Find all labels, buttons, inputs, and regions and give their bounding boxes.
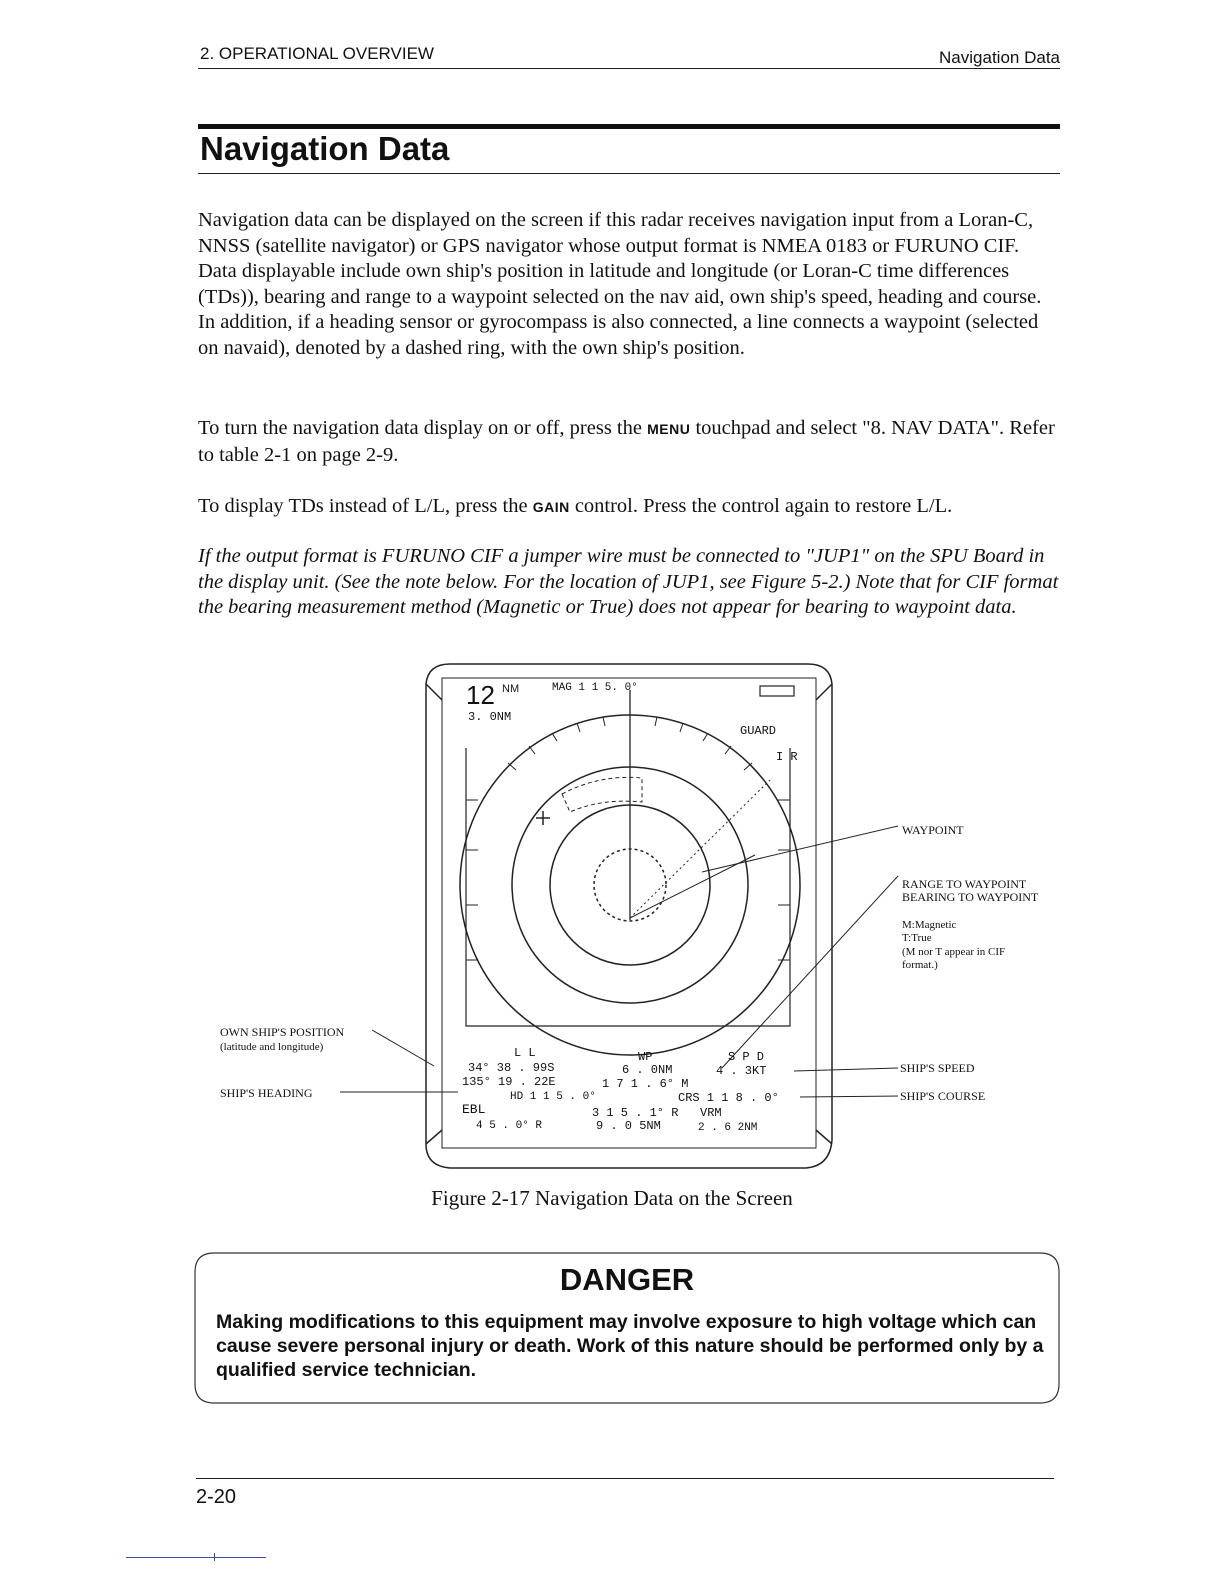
ir-label: I R — [776, 750, 798, 764]
figure-caption: Figure 2-17 Navigation Data on the Screen — [431, 1186, 793, 1210]
cursor-bearing: 3 1 5 . 1° R — [592, 1106, 679, 1120]
leader-own-position — [372, 1030, 434, 1066]
guard-label: GUARD — [740, 724, 777, 738]
spd-value: 4 . 3KT — [716, 1064, 767, 1078]
range-value: 12 — [466, 680, 495, 710]
spd-label: S P D — [728, 1050, 765, 1064]
leader-range-bearing — [722, 876, 898, 1068]
callout-own-position: OWN SHIP'S POSITION — [220, 1025, 345, 1039]
leader-waypoint — [702, 826, 898, 872]
waypoint-line — [630, 780, 770, 918]
page-title: Navigation Data — [200, 130, 450, 167]
vrm-value: 2 . 6 2NM — [698, 1122, 758, 1134]
ll-label: L L — [514, 1046, 536, 1060]
vrm-label: VRM — [700, 1106, 722, 1120]
callout-ship-course: SHIP'S COURSE — [900, 1089, 986, 1103]
wp-bearing: 1 7 1 . 6° M — [602, 1077, 689, 1091]
cursor-range: 9 . 0 5NM — [596, 1119, 661, 1133]
gain-key: GAIN — [532, 499, 570, 515]
callout-ship-speed: SHIP'S SPEED — [900, 1061, 975, 1075]
bottom-margin-rule — [126, 1557, 266, 1558]
callout-note-1: (M nor T appear in CIF — [902, 946, 1006, 958]
callout-range-to-waypoint: RANGE TO WAYPOINT — [902, 877, 1027, 891]
range-unit: NM — [502, 683, 520, 695]
wp-range: 6 . 0NM — [622, 1063, 673, 1077]
callout-own-position-sub: (latitude and longitude) — [220, 1041, 324, 1053]
leader-speed — [794, 1068, 898, 1071]
menu-key: MENU — [647, 421, 691, 437]
title-rule — [198, 173, 1060, 174]
p3-text-b: control. Press the control again to restore L/L. — [569, 495, 953, 517]
p2-text-a: To turn the navigation data display on or off, press the — [198, 417, 648, 439]
callout-bearing-to-waypoint: BEARING TO WAYPOINT — [902, 890, 1039, 904]
paragraph-intro: Navigation data can be displayed on the screen if this radar receives navigation input from a Loran-C, NNSS (satellite navigator) or GPS navigator whose output format is NMEA 0183 or FURUNO CIF. Data displayable include own ship's position in latitude and longitude (or Loran-C time differences (TDs)), bearing and range to a waypoint selected on the nav aid, own ship's speed, heading and course. In addition, if a heading sensor or gyrocompass is also connected, a line connects a waypoint (selected on navaid), denoted by a dashed ring, with the own ship's position. — [198, 209, 1042, 359]
plot-area — [466, 748, 790, 1026]
paragraph-menu — [198, 416, 1060, 468]
header-rule — [198, 68, 1060, 69]
radar-figure — [210, 660, 1050, 1180]
heading-value: HD 1 1 5 . 0° — [510, 1091, 596, 1103]
p2-text-b: touchpad and select "8. NAV DATA". Refer to table 2-1 on page 2-9. — [198, 417, 1055, 466]
bottom-margin-tick — [214, 1553, 215, 1561]
title-bar — [198, 124, 1060, 129]
header-section: 2. OPERATIONAL OVERVIEW — [200, 44, 434, 63]
ebl-label: EBL — [462, 1102, 486, 1117]
callout-note-2: format.) — [902, 959, 938, 971]
leader-course — [800, 1096, 898, 1097]
footer-rule — [196, 1478, 1054, 1479]
p3-text-a: To display TDs instead of L/L, press the — [198, 495, 533, 517]
callout-ship-heading: SHIP'S HEADING — [220, 1086, 313, 1100]
ebl-value: 4 5 . 0° R — [476, 1120, 543, 1132]
lon-value: 135° 19 . 22E — [462, 1075, 556, 1089]
callout-magnetic: M:Magnetic — [902, 919, 957, 931]
ring-interval: 3. 0NM — [468, 710, 512, 724]
course-value: CRS 1 1 8 . 0° — [678, 1091, 779, 1105]
callout-true: T:True — [902, 932, 932, 944]
paragraph-gain — [198, 494, 1060, 521]
danger-text: Making modifications to this equipment may involve exposure to high voltage which can cause severe personal injury or death. Work of this nature should be performed only by a qualified service technician. — [216, 1311, 1044, 1381]
paragraph-cif-note: If the output format is FURUNO CIF a jumper wire must be connected to "JUP1" on the SPU Board in the display unit. (See the note below. For the location of JUP1, see Figure 5-2.) Note that for CIF format the bearing measurement method (Magnetic or True) does not appear for bearing to waypoint data. — [198, 545, 1059, 618]
heading-readout: MAG 1 1 5. 0° — [552, 682, 638, 694]
wp-label: WP — [638, 1050, 653, 1064]
lat-value: 34° 38 . 99S — [468, 1061, 555, 1075]
guard-box — [760, 686, 794, 696]
callout-waypoint: WAYPOINT — [902, 823, 964, 837]
page-number: 2-20 — [196, 1486, 237, 1508]
header-topic: Navigation Data — [939, 48, 1060, 67]
danger-title: DANGER — [559, 1262, 695, 1297]
